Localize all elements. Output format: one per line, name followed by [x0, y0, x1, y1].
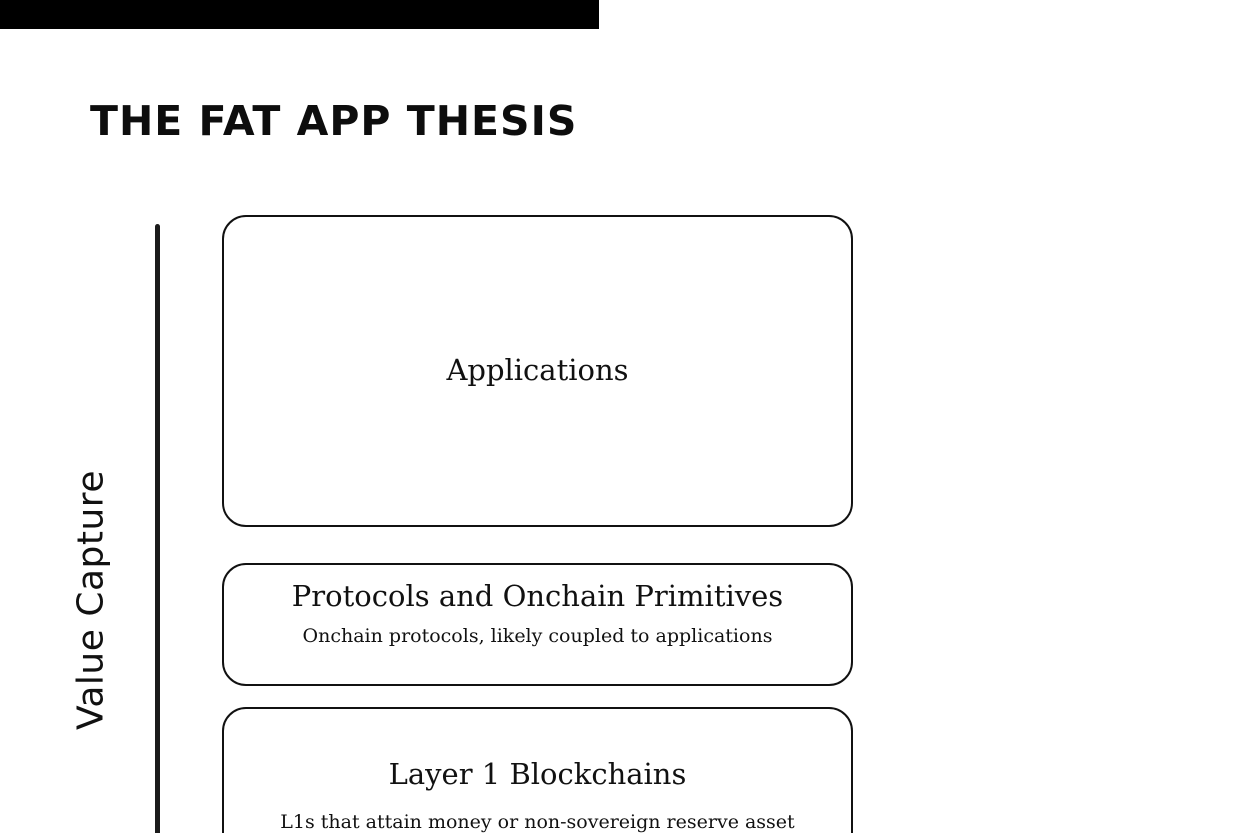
layer-protocols — [222, 563, 853, 686]
layer-protocols-title: Protocols and Onchain Primitives — [291, 579, 784, 613]
layer-applications-title: Applications — [446, 353, 629, 387]
layer-applications — [222, 215, 853, 527]
layer-protocols-description: Onchain protocols, likely coupled to applications — [302, 625, 773, 647]
page-title: THE FAT APP THESIS — [90, 97, 578, 145]
layer-layer1-blockchains — [222, 707, 853, 833]
layer-layer1-title: Layer 1 Blockchains — [388, 757, 687, 791]
value-capture-axis-label: Value Capture — [70, 470, 112, 730]
value-capture-axis-line — [155, 224, 160, 833]
top-banner-bar — [0, 0, 599, 29]
layer-layer1-description: L1s that attain money or non-sovereign reserve asset — [280, 811, 795, 833]
